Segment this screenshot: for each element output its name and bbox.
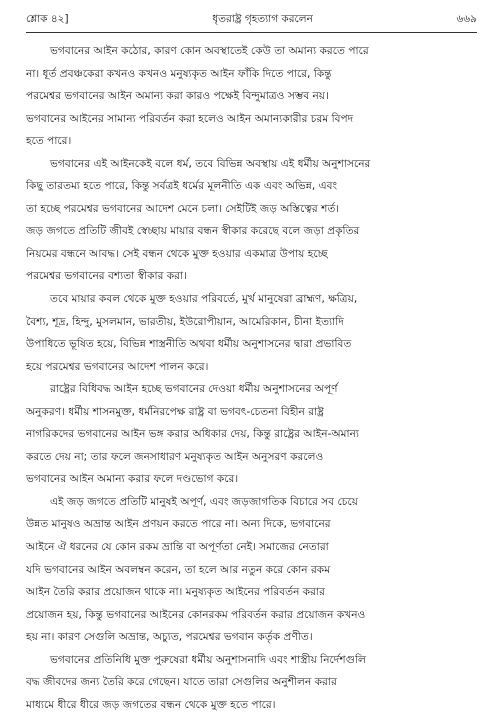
running-head (26, 10, 477, 30)
text-line: তবে মায়ার কবল থেকে মুক্ত হওয়ার পরিবর্তে, মুর্খ মানুষেরা ব্রাহ্মণ, ক্ষত্রিয়, (50, 293, 358, 306)
paragraph (26, 491, 478, 649)
text-line: ভগবানের আইন কঠোর, কারণ কোন অবস্থাতেই কেউ তা অমান্য করতে পারে (50, 45, 369, 57)
text-line: উপাধিতে ভূষিত হয়ে, বিভিন্ন শাস্ত্রনীতি অথবা ধর্মীয় অনুশাসনের দ্বারা প্রভাবিত (26, 338, 352, 351)
text-line: ভগবানের প্রতিনিধি মুক্ত পুরুষেরা ধর্মীয় অনুশাসনাদি এবং শাস্ত্রীয় নির্দেশগুলি (50, 653, 366, 666)
text-line: আইনে ঐ ধরনের যে কোন রকম ভ্রান্তি বা অপূর্ণতা নেই। সমাজের নেতারা (26, 541, 329, 554)
text-line: বদ্ধ জীবদের জন্য তৈরি করে গেছেন। যাতে তারা সেগুলির অনুশীলন করার (26, 676, 337, 689)
paragraph (26, 649, 478, 716)
text-line: ভগবানের আইন অমান্য করার ফলে দণ্ডভোগ করে। (26, 473, 239, 486)
text-line: হয় না। কারণ সেগুলি অভ্রান্ত, অচ্যুত, পরমেশ্বর ভগবান কর্তৃক প্রণীত। (26, 631, 313, 644)
text-line: জড় জগতে প্রতিটি জীবই স্বেচ্ছায় মায়ার বন্ধন স্বীকার করেছে বলে জড়া প্রকৃতির (26, 225, 360, 238)
text-line: পরমেশ্বর ভগবানের আইন অমান্য করা কারও পক্ষেই বিন্দুমাত্রও সম্ভব নয়। (26, 90, 329, 103)
text-line: বৈশ্য, শূদ্র, হিন্দু, মুসলমান, ভারতীয়, ইউরোপীয়ান, আমেরিকান, চীনা ইত্যাদি (26, 315, 344, 328)
chapter-title: ধৃতরাষ্ট্র গৃহত্যাগ করলেন (212, 12, 313, 25)
text-line: করতে দেয় না; তার ফলে জনসাধারণ মনুষ্যকৃত আইন অনুসরণ করলেও (26, 450, 324, 463)
text-line: অনুকরণ। ধর্মীয় শাসনমুক্ত, ধর্মনিরপেক্ষ রাষ্ট্র বা ভগবৎ-চেতনা বিহীন রাষ্ট্র (26, 405, 324, 418)
text-line: নাগরিকদের ভগবানের আইন ভঙ্গ করার অধিকার দেয়, কিন্তু রাষ্ট্রের আইন-অমান্য (26, 428, 359, 441)
paragraph (26, 40, 478, 153)
text-line: উন্নত মানুষও অভ্রান্ত আইন প্রণয়ন করতে পারে না। অন্য দিকে, ভগবানের (26, 518, 331, 531)
text-line: রাষ্ট্রের বিধিবদ্ধ আইন হচ্ছে ভগবানের দেওয়া ধর্মীয় অনুশাসনের অপূর্ণ (50, 383, 338, 396)
text-line: তা হচ্ছে পরমেশ্বর ভগবানের আদেশ মেনে চলা। সেইটিই জড় অস্তিত্বের শর্ত। (26, 202, 340, 215)
header-rule (26, 32, 477, 33)
text-line: ভগবানের আইনের সামান্য পরিবর্তন করা হলেও আইন অমান্যকারীর চরম বিপদ (26, 112, 354, 125)
text-line: যদি ভগবানের আইন অবলম্বন করেন, তা হলে আর নতুন করে কোন রকম (26, 563, 331, 576)
page-number: ৬৬৯ (456, 12, 477, 25)
text-line: প্রয়োজন হয়, কিন্তু ভগবানের আইনের কোনরকম পরিবর্তন করার প্রয়োজন কখনও (26, 608, 366, 621)
text-line: ভগবানের এই আইনকেই বলে ধর্ম, তবে বিভিন্ন অবস্থায় এই ধর্মীয় অনুশাসনের (50, 157, 371, 170)
text-line: হতে পারে। (26, 135, 72, 148)
text-line: মাধ্যমে ধীরে ধীরে জড় জগতের বন্ধন থেকে মুক্ত হতে পারে। (26, 698, 276, 711)
paragraph (26, 288, 478, 378)
text-line: না। ধূর্ত প্রবঞ্চকেরা কখনও কখনও মনুষ্যকৃত আইন ফাঁকি দিতে পারে, কিন্তু (26, 67, 332, 80)
verse-reference: শ্লোক ৪২] (26, 12, 69, 25)
text-line: কিছু তারতম্য হতে পারে, কিন্তু সর্বত্রই ধর্মের মূলনীতি এক এবং অভিন্ন, এবং (26, 180, 338, 193)
text-line: হয়ে পরমেশ্বর ভগবানের আদেশ পালন করে। (26, 360, 209, 373)
text-line: পরমেশ্বর ভগবানের বশ্যতা স্বীকার করা। (26, 270, 187, 283)
text-line: এই জড় জগতে প্রতিটি মানুষই অপূর্ণ, এবং জড়জাগতিক বিচারে সব চেয়ে (50, 495, 359, 508)
body-text (26, 40, 478, 716)
paragraph (26, 378, 478, 491)
text-line: নিয়মের বন্ধনে আবদ্ধ। সেই বন্ধন থেকে মুক্ত হওয়ার একমাত্র উপায় হচ্ছে (26, 247, 328, 260)
text-line: আইন তৈরি করার প্রয়োজন থাকে না। মনুষ্যকৃত আইনের পরিবর্তন করার (26, 586, 325, 599)
paragraph (26, 153, 478, 288)
